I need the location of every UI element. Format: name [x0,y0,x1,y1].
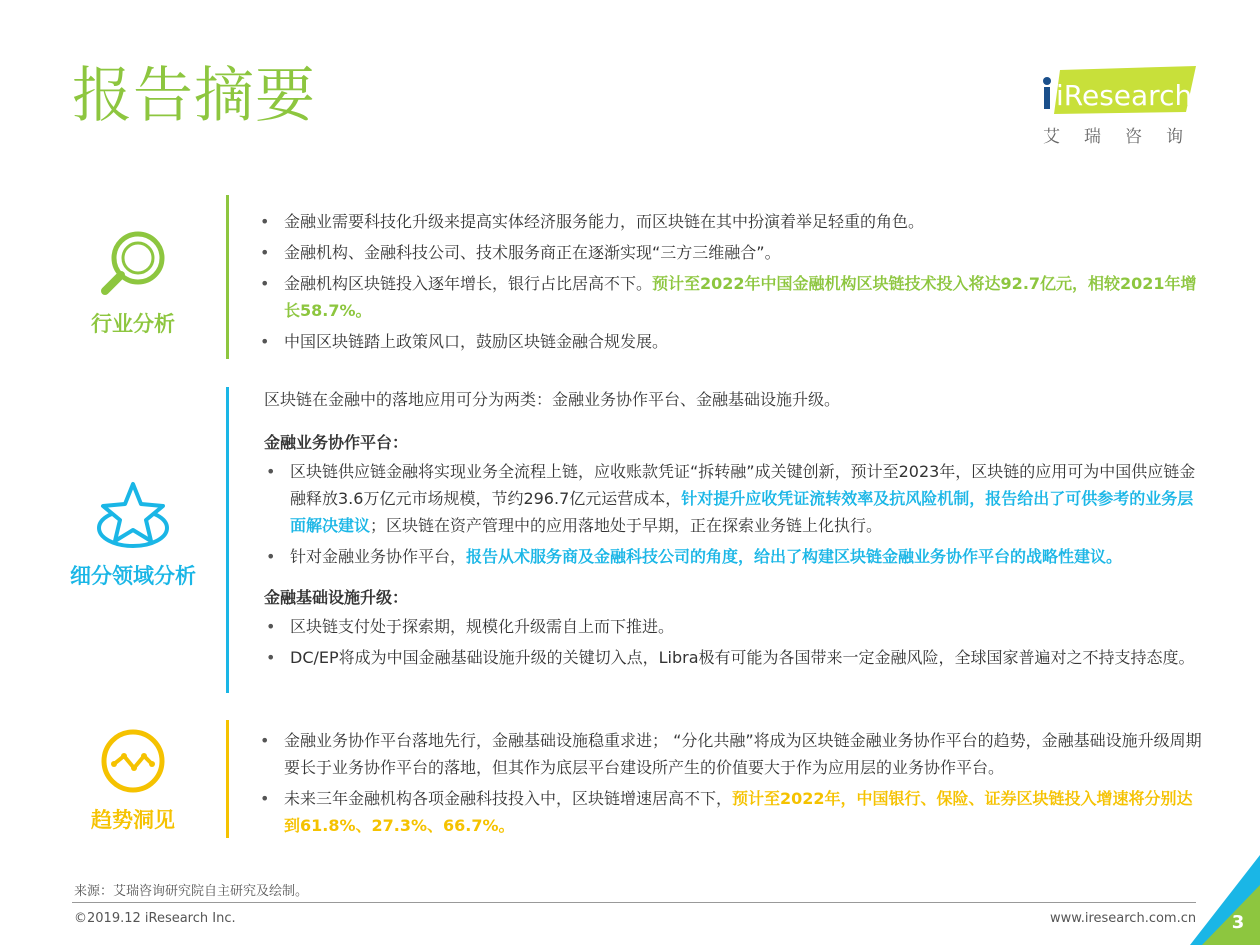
section-divider [226,720,229,838]
logo-subtitle: 艾瑞咨询 [1043,127,1207,147]
subheading: 金融业务协作平台： [264,433,409,452]
segment-analysis-list [264,386,1208,671]
website-url: www.iresearch.com.cn [1050,911,1197,926]
list-item: • 针对金融业务协作平台，报告从术服务商及金融科技公司的角度，给出了构建区块链金融业务协作平台的战略性建议。 [264,543,1208,570]
copyright: ©2019.12 iResearch Inc. [74,911,236,926]
list-item: • 金融业需要科技化升级来提高实体经济服务能力，而区块链在其中扮演着举足轻重的角色。 [258,208,1198,235]
list-item: • 区块链支付处于探索期，规模化升级需自上而下推进。 [264,613,1208,640]
section-caption-industry: 行业分析 [91,312,175,336]
list-item: • 中国区块链踏上政策风口，鼓励区块链金融合规发展。 [258,328,1198,355]
page-title: 报告摘要 [72,61,316,131]
list-item: • 未来三年金融机构各项金融科技投入中，区块链增速居高不下，预计至2022年，中国银行、保险、证券区块链投入增速将分别达到61.8%、27.3%、66.7%。 [258,785,1204,839]
section-divider [226,195,229,359]
industry-analysis-list [258,208,1198,355]
section-intro: 区块链在金融中的落地应用可分为两类：金融业务协作平台、金融基础设施升级。 [264,390,841,409]
list-item: • DC/EP将成为中国金融基础设施升级的关键切入点，Libra极有可能为各国带来一定金融风险，全球国家普遍对之不持支持态度。 [264,644,1208,671]
source-note: 来源：艾瑞咨询研究院自主研究及绘制。 [74,884,309,899]
list-item: • 金融机构区块链投入逐年增长，银行占比居高不下。预计至2022年中国金融机构区块链技术投入将达92.7亿元，相较2021年增长58.7%。 [258,270,1198,324]
trend-insight-list [258,727,1204,839]
magnifier-icon [95,228,171,298]
industry-analysis-block [58,228,208,338]
section-divider [226,387,229,693]
footer-divider [72,902,1196,903]
list-item: • 金融业务协作平台落地先行，金融基础设施稳重求进； “分化共融”将成为区块链金融业务协作平台的趋势，金融基础设施升级周期要长于业务协作平台的落地，但其作为底层平台建设所产生的价值要大于作为应用层的业务协作平台。 [258,727,1204,781]
section-caption-trend: 趋势洞见 [91,808,175,832]
logo-brand: iResearch [1056,79,1193,112]
trend-insight-block [58,728,208,834]
iresearch-logo [1040,64,1210,154]
star-icon [93,478,173,550]
trend-line-icon [100,728,166,794]
page-number: 3 [1231,912,1245,933]
list-item: • 区块链供应链金融将实现业务全流程上链，应收账款凭证“拆转融”成关键创新，预计至2023年，区块链的应用可为中国供应链金融释放3.6万亿元市场规模，节约296.7亿元运营成本，针对提升应收凭证流转效率及抗风险机制，报告给出了可供参考的业务层面解决建议；区块链在资产管理中的应用落地处于早期，正在探索业务链上化执行。 [264,458,1208,539]
subheading: 金融基础设施升级： [264,588,409,607]
section-caption-segment: 细分领域分析 [70,564,196,588]
segment-analysis-block [58,478,208,590]
list-item: • 金融机构、金融科技公司、技术服务商正在逐渐实现“三方三维融合”。 [258,239,1198,266]
